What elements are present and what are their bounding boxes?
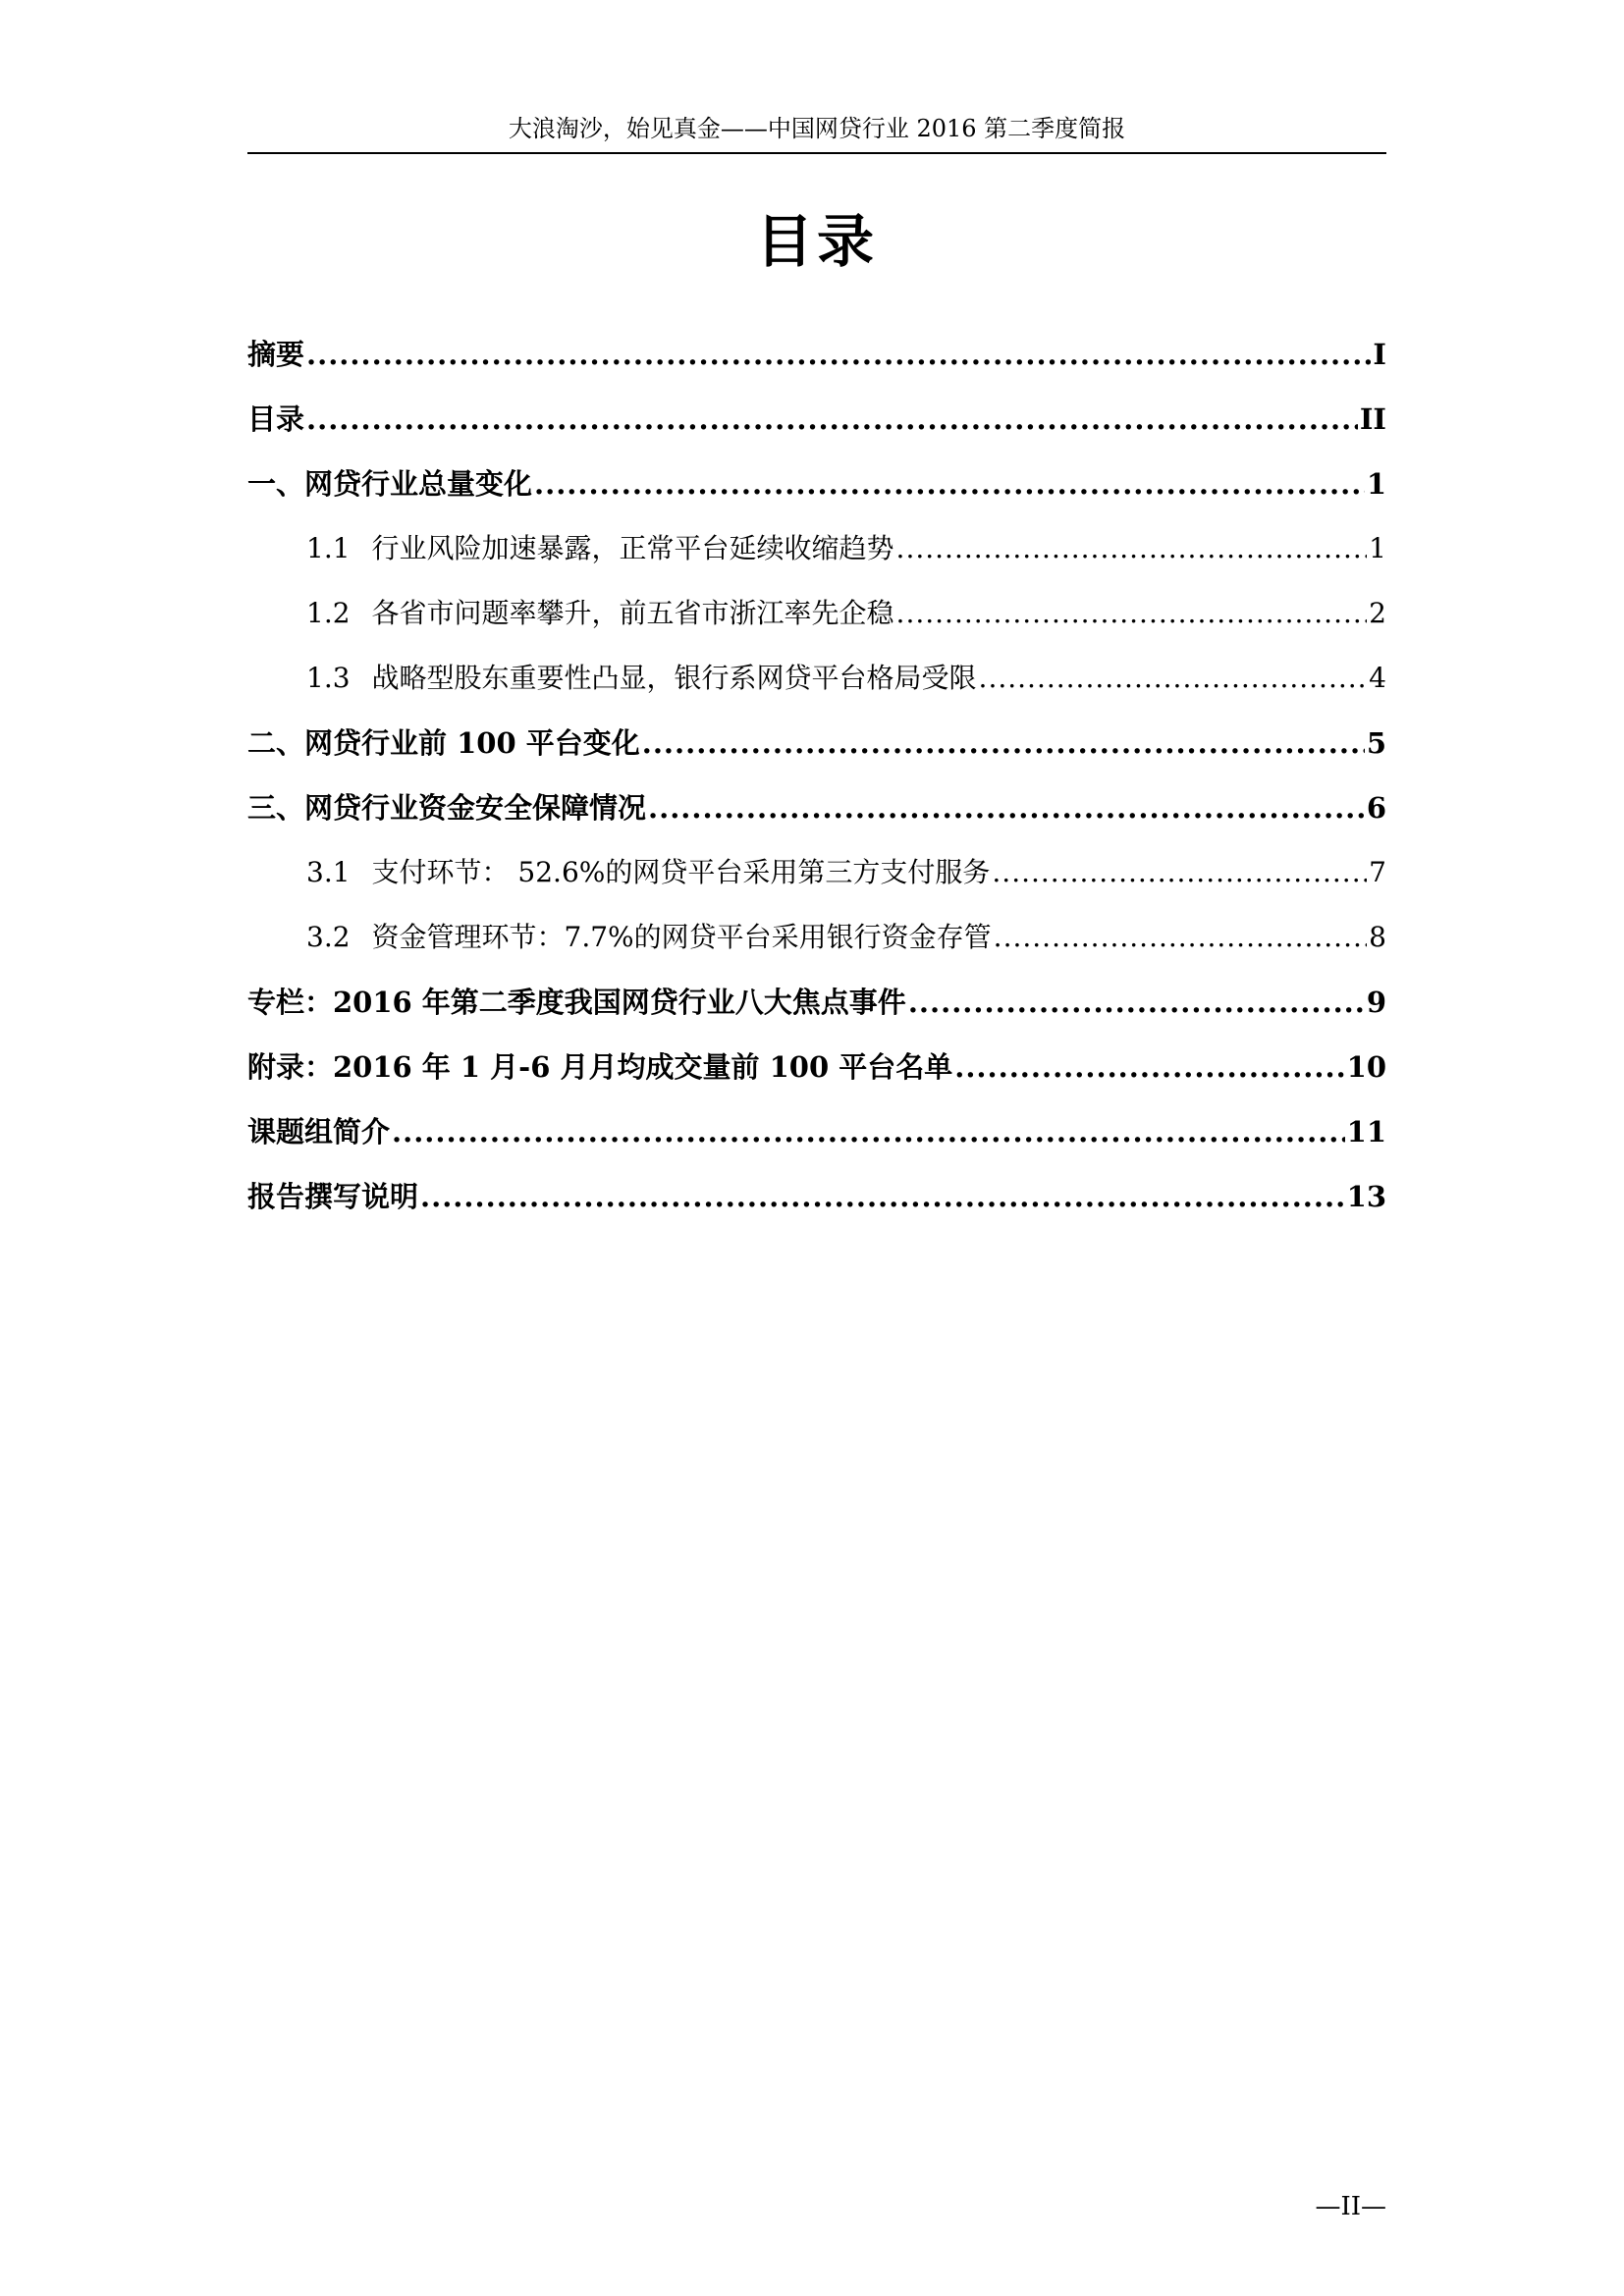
toc-entry-abstract[interactable]: [247, 328, 1386, 393]
toc-entry-section-1-3[interactable]: [247, 652, 1386, 717]
toc-entry-label: 资金管理环节：7.7%的网贷平台采用银行资金存管: [371, 921, 992, 953]
toc-entry-page: 10: [1346, 1050, 1386, 1084]
toc-entry-page: 1: [1366, 467, 1386, 501]
dot-leader: [648, 781, 1365, 834]
dot-leader: [896, 522, 1368, 575]
dot-leader: [642, 717, 1365, 770]
toc-entry-label: 各省市问题率攀升，前五省市浙江率先企稳: [371, 597, 894, 629]
running-header: 大浪淘沙，始见真金——中国网贷行业 2016 第二季度简报: [508, 115, 1126, 142]
toc-entry-appendix[interactable]: [247, 1041, 1386, 1105]
toc-entry-page: 1: [1369, 532, 1386, 564]
toc-entry-label: 一、网贷行业总量变化: [247, 467, 533, 501]
toc-entry-label: 二、网贷行业前 100 平台变化: [247, 726, 640, 760]
dot-leader: [994, 911, 1368, 964]
toc-entry-number: 1.1: [306, 532, 351, 564]
toc-entry-label: 课题组简介: [247, 1115, 391, 1148]
toc-entry-label: 摘要: [247, 338, 305, 371]
toc-entry-page: 7: [1369, 856, 1386, 888]
toc-entry-number: 3.1: [306, 856, 351, 888]
toc-entry-page: 11: [1346, 1115, 1386, 1148]
toc-entry-section-3-1[interactable]: [247, 846, 1386, 911]
toc-entry-page: II: [1359, 402, 1386, 436]
toc-entry-page: 9: [1366, 986, 1386, 1019]
toc-entry-label: 支付环节： 52.6%的网贷平台采用第三方支付服务: [371, 856, 991, 888]
toc-entry-page: 6: [1366, 791, 1386, 825]
toc-entry-page: 8: [1369, 921, 1386, 953]
toc-entry-writing-notes[interactable]: [247, 1170, 1386, 1235]
toc-entry-section-1-2[interactable]: [247, 587, 1386, 652]
toc-entry-page: 2: [1369, 597, 1386, 629]
dot-leader: [306, 393, 1358, 446]
page-number: —II—: [1315, 2192, 1386, 2221]
dot-leader: [420, 1170, 1345, 1223]
toc-entry-label: 报告撰写说明: [247, 1180, 419, 1213]
toc-entry-label: 专栏：2016 年第二季度我国网贷行业八大焦点事件: [247, 986, 906, 1019]
toc-entry-number: 3.2: [306, 921, 351, 953]
toc-entry-section-2[interactable]: [247, 717, 1386, 781]
dot-leader: [306, 328, 1371, 381]
toc-entry-page: 13: [1346, 1180, 1386, 1213]
dot-leader: [954, 1041, 1344, 1094]
dot-leader: [908, 976, 1365, 1029]
toc-entry-label: 目录: [247, 402, 305, 436]
dot-leader: [896, 587, 1368, 640]
dot-leader: [992, 846, 1367, 899]
toc-entry-label: 三、网贷行业资金安全保障情况: [247, 791, 647, 825]
toc-entry-contents[interactable]: [247, 393, 1386, 457]
toc-entry-team-intro[interactable]: [247, 1105, 1386, 1170]
toc-entry-page: I: [1373, 338, 1386, 371]
toc-entry-page: 5: [1366, 726, 1386, 760]
toc-entry-page: 4: [1369, 662, 1386, 694]
dot-leader: [979, 652, 1368, 705]
toc-entry-label: 附录：2016 年 1 月-6 月月均成交量前 100 平台名单: [247, 1050, 953, 1084]
toc-entry-section-1[interactable]: [247, 457, 1386, 522]
toc-entry-number: 1.3: [306, 662, 351, 694]
toc-list: [247, 328, 1386, 1235]
dot-leader: [392, 1105, 1345, 1158]
toc-entry-number: 1.2: [306, 597, 351, 629]
toc-entry-section-1-1[interactable]: [247, 522, 1386, 587]
dot-leader: [534, 457, 1365, 510]
header-rule: [247, 152, 1386, 154]
toc-entry-column[interactable]: [247, 976, 1386, 1041]
toc-entry-section-3[interactable]: [247, 781, 1386, 846]
toc-entry-section-3-2[interactable]: [247, 911, 1386, 976]
toc-title: 目录: [755, 208, 878, 275]
toc-entry-label: 行业风险加速暴露，正常平台延续收缩趋势: [371, 532, 894, 564]
toc-entry-label: 战略型股东重要性凸显，银行系网贷平台格局受限: [371, 662, 977, 694]
